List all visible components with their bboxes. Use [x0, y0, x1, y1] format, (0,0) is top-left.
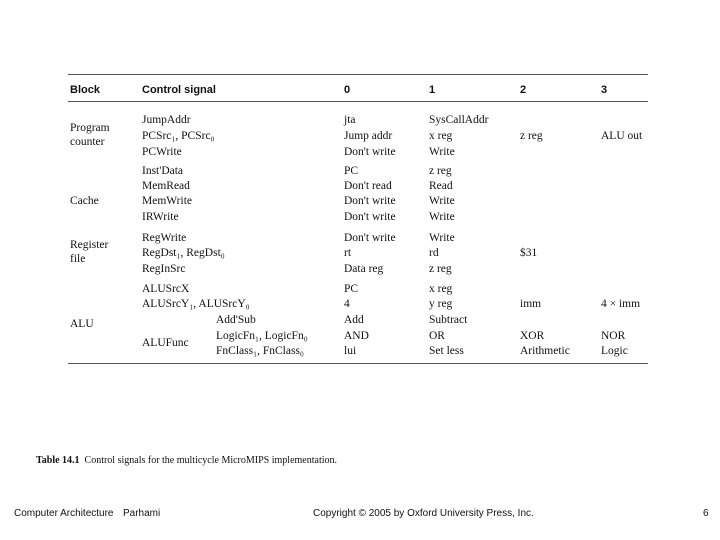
value-0: Don't write — [344, 232, 396, 244]
signal-regdst: RegDst₁, RegDst₀ — [142, 247, 225, 259]
signal-alusrcx: ALUSrcX — [142, 283, 190, 295]
signal-pcsrc: PCSrc₁, PCSrc₀ — [142, 130, 215, 142]
value-1: SysCallAddr — [429, 114, 489, 126]
header-value-0: 0 — [344, 84, 351, 96]
value-1: z reg — [429, 165, 452, 177]
value-0: Jump addr — [344, 130, 393, 142]
table-header-rule — [68, 101, 648, 102]
value-1: OR — [429, 330, 445, 342]
value-1: Write — [429, 195, 455, 207]
block-register-file: Register file — [70, 239, 109, 265]
value-0: PC — [344, 165, 359, 177]
value-1: x reg — [429, 130, 453, 142]
signal-addsub: Add'Sub — [216, 314, 256, 326]
value-3: ALU out — [601, 130, 643, 142]
signal-reginsrc: RegInSrc — [142, 263, 186, 275]
value-0: Don't write — [344, 195, 396, 207]
value-1: Read — [429, 180, 453, 192]
value-0: rt — [344, 247, 352, 259]
value-2: imm — [520, 298, 542, 310]
footer-copyright: Copyright © 2005 by Oxford University Press, Inc. — [313, 508, 534, 519]
value-0: Add — [344, 314, 364, 326]
value-3: Logic — [601, 345, 628, 357]
signal-jumpaddr: JumpAddr — [142, 114, 191, 126]
value-3: 4 × imm — [601, 298, 641, 310]
signal-irwrite: IRWrite — [142, 211, 179, 223]
value-1: rd — [429, 247, 439, 259]
signal-alusrcy: ALUSrcY₁, ALUSrcY₀ — [142, 298, 250, 310]
block-alu: ALU — [70, 318, 94, 330]
signal-instdata: Inst'Data — [142, 165, 184, 177]
value-2: Arithmetic — [520, 345, 570, 357]
value-0: Don't write — [344, 146, 396, 158]
footer-page-number: 6 — [703, 508, 709, 519]
table-caption — [36, 455, 337, 466]
value-1: Write — [429, 232, 455, 244]
value-0: Data reg — [344, 263, 384, 275]
value-2: $31 — [520, 247, 538, 259]
block-cache: Cache — [70, 195, 99, 207]
value-0: 4 — [344, 298, 350, 310]
value-1: Set less — [429, 345, 464, 357]
signal-memwrite: MemWrite — [142, 195, 192, 207]
header-value-3: 3 — [601, 84, 608, 96]
footer-author: Parhami — [123, 508, 161, 519]
value-1: Subtract — [429, 314, 468, 326]
signal-logicfn: LogicFn₁, LogicFn₀ — [216, 330, 308, 342]
header-value-1: 1 — [429, 84, 436, 96]
value-1: y reg — [429, 298, 453, 310]
value-1: Write — [429, 211, 455, 223]
value-1: Write — [429, 146, 455, 158]
value-2: z reg — [520, 130, 543, 142]
value-0: Don't read — [344, 180, 392, 192]
caption-label: Table 14.1 — [36, 455, 80, 466]
table-bottom-rule — [68, 363, 648, 364]
value-1: x reg — [429, 283, 453, 295]
value-0: jta — [344, 114, 356, 126]
header-control-signal: Control signal — [142, 84, 216, 96]
table-top-rule — [68, 74, 648, 75]
value-3: NOR — [601, 330, 626, 342]
value-1: z reg — [429, 263, 452, 275]
signal-regwrite: RegWrite — [142, 232, 187, 244]
value-0: PC — [344, 283, 359, 295]
caption-text: Control signals for the multicycle MicroMIPS implementation. — [84, 455, 337, 466]
header-block: Block — [70, 84, 100, 96]
signal-pcwrite: PCWrite — [142, 146, 182, 158]
value-2: XOR — [520, 330, 545, 342]
footer-course: Computer Architecture — [14, 508, 114, 519]
signal-alufunc: ALUFunc — [142, 337, 189, 349]
signal-fnclass: FnClass₁, FnClass₀ — [216, 345, 304, 357]
block-program-counter: Program counter — [70, 122, 110, 148]
value-0: Don't write — [344, 211, 396, 223]
value-0: lui — [344, 345, 357, 357]
header-value-2: 2 — [520, 84, 527, 96]
signal-memread: MemRead — [142, 180, 190, 192]
value-0: AND — [344, 330, 369, 342]
